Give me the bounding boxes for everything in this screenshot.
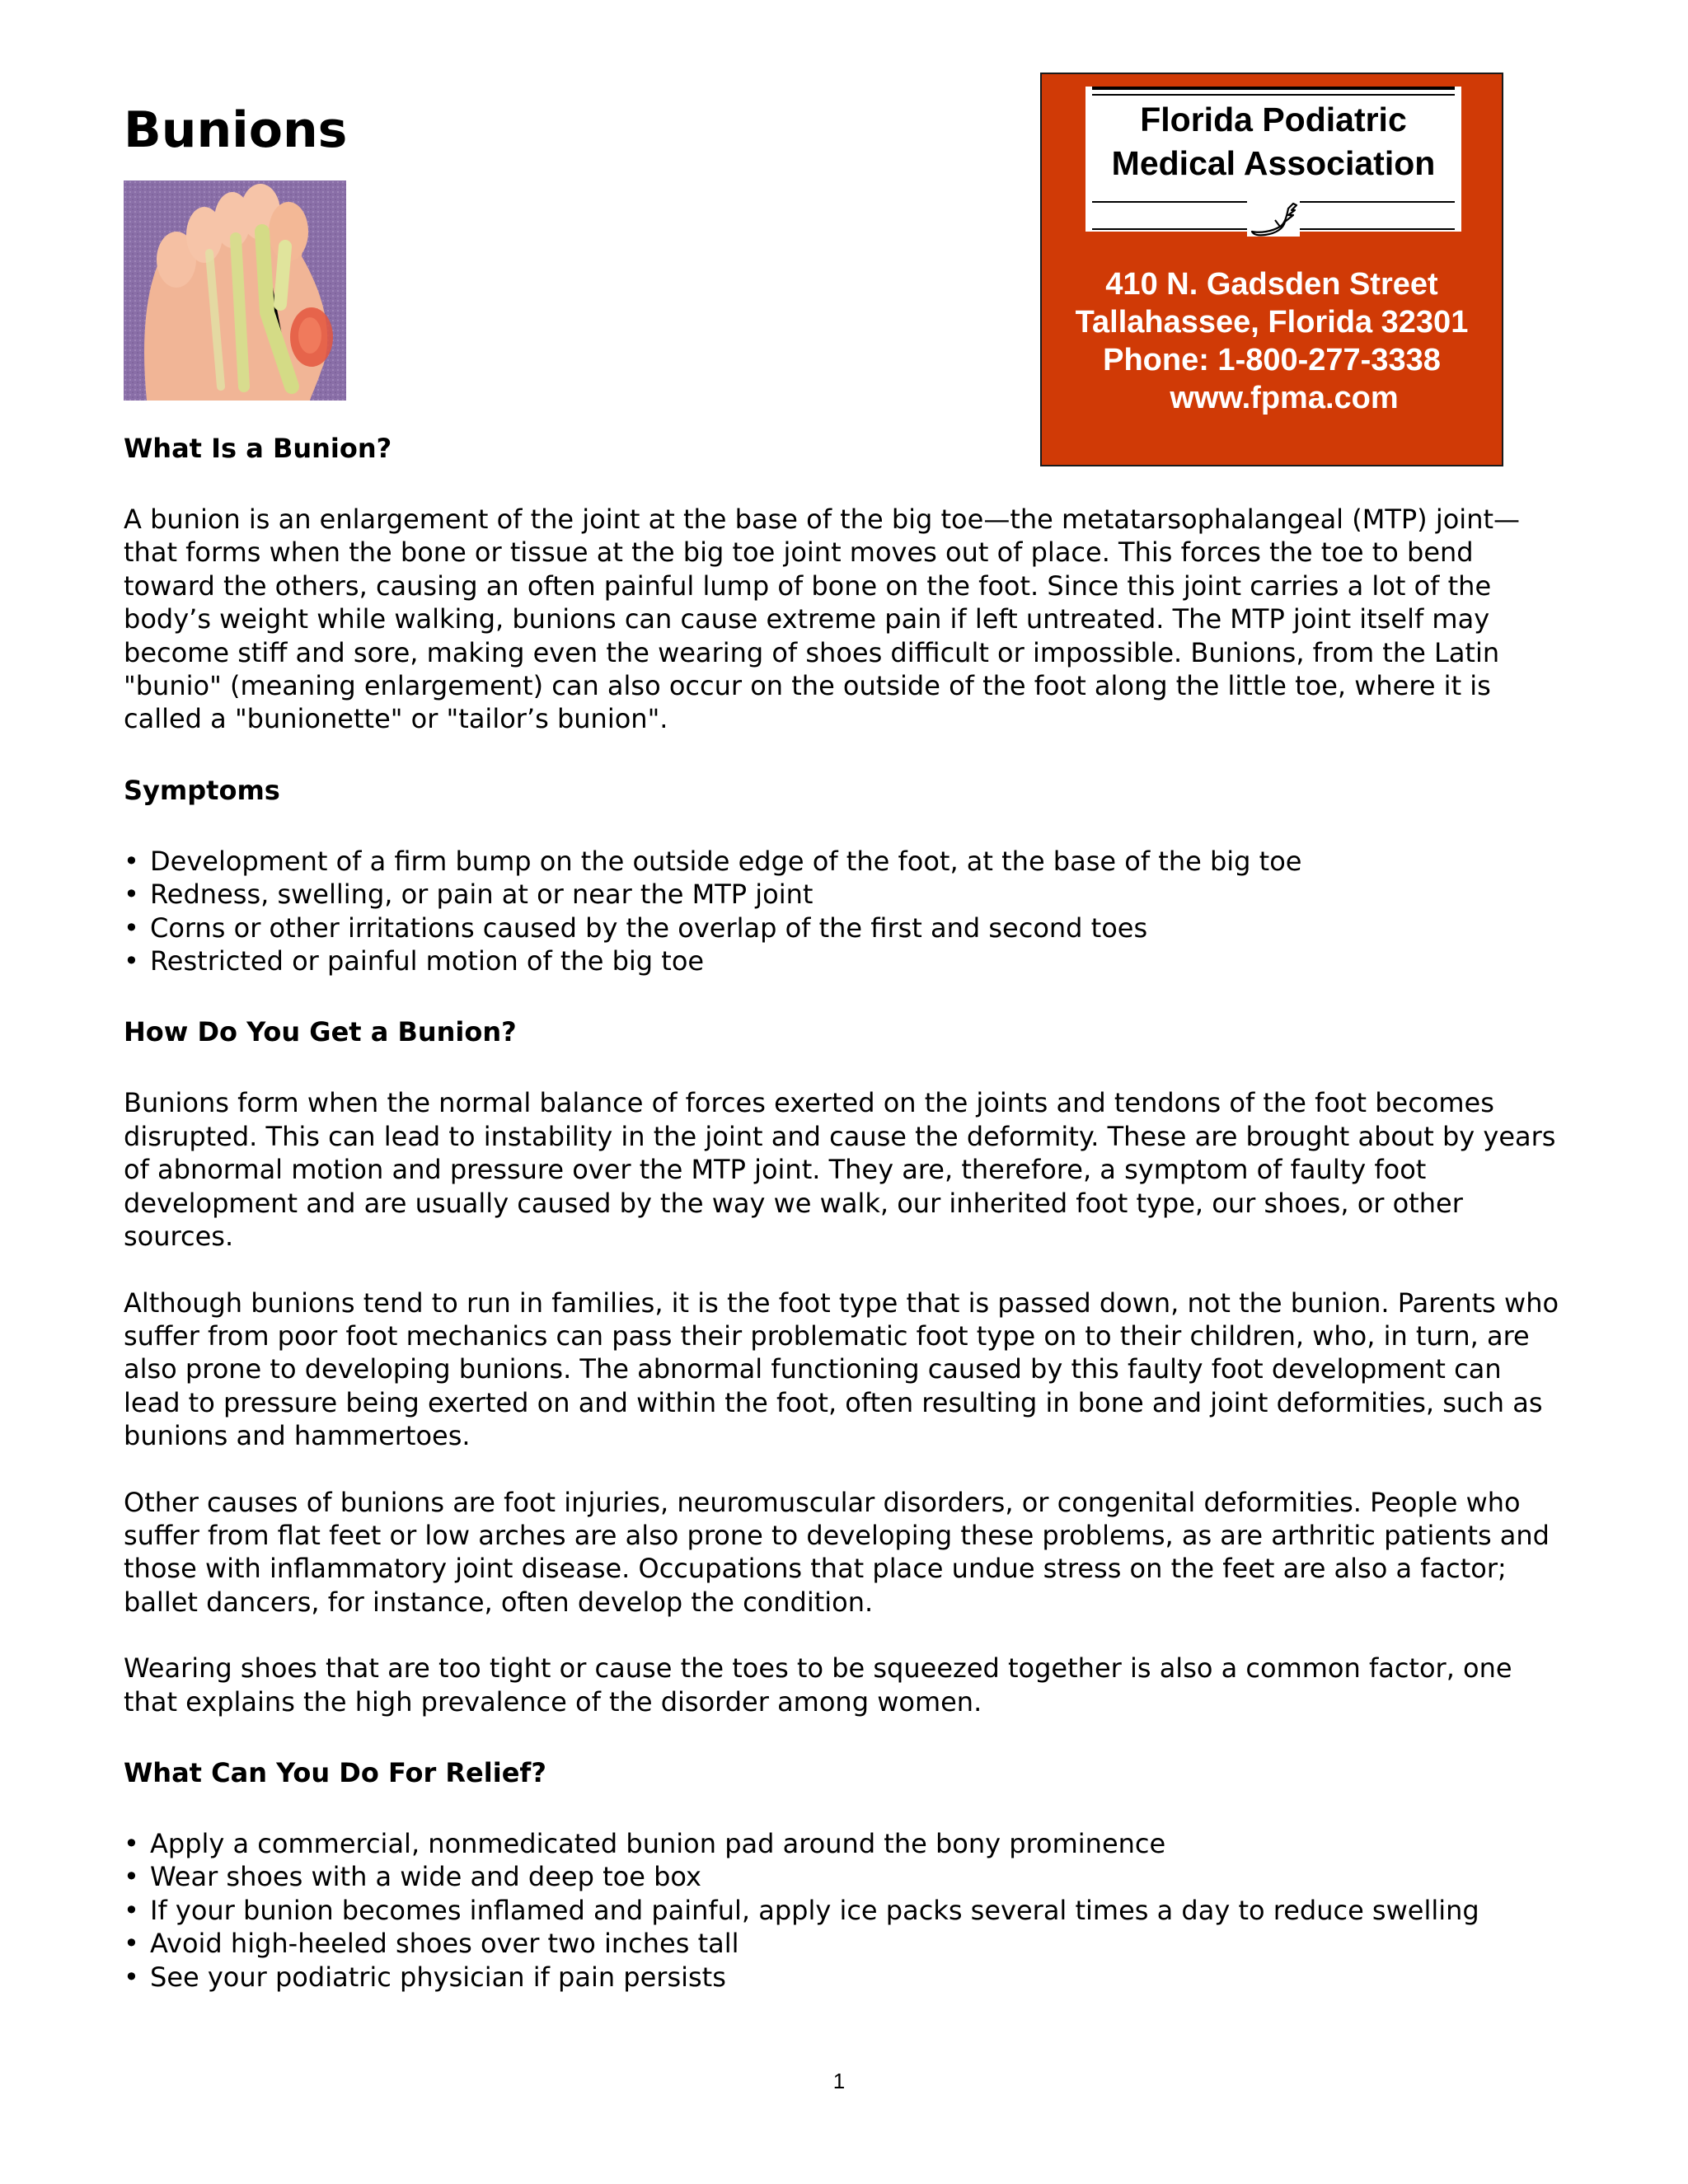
association-info-box	[1040, 73, 1503, 466]
association-street: 410 N. Gadsden Street	[1105, 267, 1438, 302]
association-phone: Phone: 1-800-277-3338	[1103, 343, 1441, 377]
heading-what-is-bunion: What Is a Bunion?	[124, 433, 392, 464]
bunion-foot-illustration	[124, 180, 346, 401]
winged-foot-icon	[1247, 199, 1300, 237]
list-item: • See your podiatric physician if pain persists	[124, 1961, 1566, 1994]
list-item: • Restricted or painful motion of the big toe	[124, 944, 1566, 977]
association-logo	[1085, 87, 1461, 232]
paragraph-causes-4: Wearing shoes that are too tight or cause the toes to be squeezed together is also a common factor, one that explains the high prevalence of the disorder among women.	[124, 1652, 1512, 1718]
association-website[interactable]: www.fpma.com	[1170, 381, 1399, 415]
list-item: • Apply a commercial, nonmedicated bunion pad around the bony prominence	[124, 1827, 1566, 1860]
list-item: • If your bunion becomes inflamed and painful, apply ice packs several times a day to reduce swelling	[124, 1894, 1566, 1927]
list-item: • Development of a firm bump on the outside edge of the foot, at the base of the big toe	[124, 845, 1566, 878]
relief-list	[124, 1827, 1566, 1994]
list-item: • Redness, swelling, or pain at or near the MTP joint	[124, 878, 1566, 911]
heading-causes: How Do You Get a Bunion?	[124, 1016, 517, 1048]
association-city: Tallahassee, Florida 32301	[1075, 305, 1469, 340]
association-name-line2: Medical Association	[1111, 144, 1436, 182]
article-body	[124, 427, 1566, 2027]
list-item: • Wear shoes with a wide and deep toe box	[124, 1860, 1566, 1893]
paragraph-causes-3: Other causes of bunions are foot injuries, neuromuscular disorders, or congenital deformities. People who suffer from flat feet or low arches are also prone to developing these problems, as are arthritic patients and those with inflammatory joint disease. Occupations that place undue stress on the feet are also a factor; ballet dancers, for instance, often develop the condition.	[124, 1486, 1550, 1618]
list-item: • Avoid high-heeled shoes over two inches tall	[124, 1927, 1566, 1960]
heading-relief: What Can You Do For Relief?	[124, 1756, 546, 1788]
association-name-line1: Florida Podiatric	[1140, 101, 1407, 138]
list-item: • Corns or other irritations caused by the overlap of the first and second toes	[124, 912, 1566, 944]
paragraph-what-is-bunion: A bunion is an enlargement of the joint at the base of the big toe—the metatarsophalangeal (MTP) joint—that forms when the bone or tissue at the big toe joint moves out of place. This forces the toe to bend toward the others, causing an often painful lump of bone on the foot. Since this joint carries a lot of the body’s weight while walking, bunions can cause extreme pain if left untreated. The MTP joint itself may become stiff and sore, making even the wearing of shoes difficult or impossible. Bunions, from the Latin "bunio" (meaning enlargement) can also occur on the outside of the foot along the little toe, where it is called a "bunionette" or "tailor’s bunion".	[124, 504, 1521, 735]
symptoms-list	[124, 845, 1566, 978]
heading-symptoms: Symptoms	[124, 774, 280, 806]
paragraph-causes-1: Bunions form when the normal balance of forces exerted on the joints and tendons of the foot becomes disrupted. This can lead to instability in the joint and cause the deformity. These are brought about by years of abnormal motion and pressure over the MTP joint. They are, therefore, a symptom of faulty foot development and are usually caused by the way we walk, our inherited foot type, our shoes, or other sources.	[124, 1087, 1556, 1253]
paragraph-causes-2: Although bunions tend to run in families, it is the foot type that is passed down, not the bunion. Parents who suffer from poor foot mechanics can pass their problematic foot type on to their children, who, in turn, are also prone to developing bunions. The abnormal functioning caused by this faulty foot development can lead to pressure being exerted on and within the foot, often resulting in bone and joint deformities, such as bunions and hammertoes.	[124, 1286, 1559, 1452]
page-title: Bunions	[124, 101, 348, 159]
page-number: 1	[832, 2069, 846, 2093]
